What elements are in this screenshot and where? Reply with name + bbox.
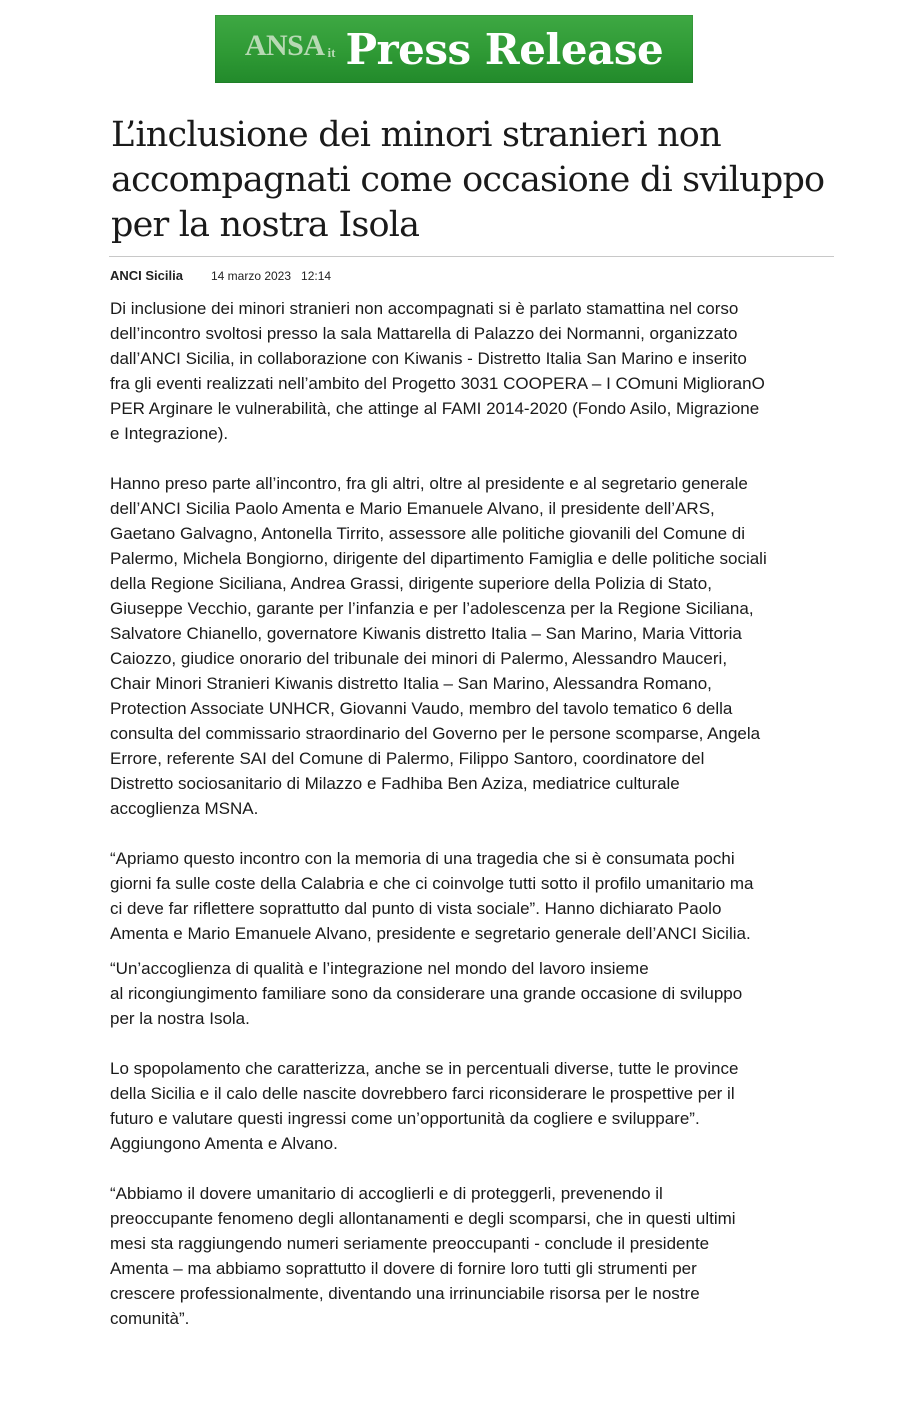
article-meta <box>110 268 331 283</box>
article-date: 14 marzo 2023 <box>210 269 292 283</box>
press-release-banner <box>215 15 693 83</box>
article-paragraph: “Apriamo questo incontro con la memoria di una tragedia che si è consumata pochi giorni fa sulle coste della Calabria e che ci coinvolge tutti sotto il profilo umanitario ma ci deve far riflettere soprattutto dal punto di vista sociale”. Hanno dichiarato Paolo Amenta e Mario Emanuele Alvano, presidente e segretario generale dell’ANCI Sicilia. <box>110 849 754 943</box>
article-source: ANCI Sicilia <box>110 268 183 283</box>
article-paragraph: Lo spopolamento che caratterizza, anche se in percentuali diverse, tutte le province della Sicilia e il calo delle nascite dovrebbero farci riconsiderare le prospettive per il futuro e valutare questi ingressi come un’opportunità da cogliere e sviluppare”. Aggiungono Amenta e Alvano. <box>110 1059 739 1153</box>
article-time: 12:14 <box>301 269 332 283</box>
banner-label: Press Release <box>345 24 664 74</box>
headline-divider <box>109 256 834 257</box>
article-paragraph: “Abbiamo il dovere umanitario di accoglierli e di proteggerli, prevenendo il preoccupante fenomeno degli allontanamenti e degli scomparsi, che in questi ultimi mesi sta raggiungendo numeri seriamente preoccupanti - conclude il presidente Amenta – ma abbiamo soprattutto il dovere di fornire loro tutti gli strumenti per crescere professionalmente, diventando una irrinunciabile risorsa per le nostre comunità”. <box>110 1184 736 1328</box>
article-paragraph: “Un’accoglienza di qualità e l’integrazione nel mondo del lavoro insieme al ricongiungimento familiare sono da considerare una grande occasione di sviluppo per la nostra Isola. <box>110 959 743 1028</box>
article-headline: L’inclusione dei minori stranieri non accompagnati come occasione di sviluppo per la nostra Isola <box>111 115 825 245</box>
ansa-logo: ANSA <box>244 29 325 62</box>
ansa-logo-suffix: it <box>327 45 336 60</box>
article-paragraph: Hanno preso parte all’incontro, fra gli altri, oltre al presidente e al segretario generale dell’ANCI Sicilia Paolo Amenta e Mario Emanuele Alvano, il presidente dell’ARS, Gaetano Galvagno, Antonella Tirrito, assessore alle politiche giovanili del Comune di Palermo, Michela Bongiorno, dirigente del dipartimento Famiglia e delle politiche sociali della Regione Siciliana, Andrea Grassi, dirigente superiore della Polizia di Stato, Giuseppe Vecchio, garante per l’infanzia e per l’adolescenza per la Regione Siciliana, Salvatore Chianello, governatore Kiwanis distretto Italia – San Marino, Maria Vittoria Caiozzo, giudice onorario del tribunale dei minori di Palermo, Alessandro Mauceri, Chair Minori Stranieri Kiwanis distretto Italia – San Marino, Alessandra Romano, Protection Associate UNHCR, Giovanni Vaudo, membro del tavolo tematico 6 della consulta del commissario straordinario del Governo per le persone scomparse, Angela Errore, referente SAI del Comune di Palermo, Filippo Santoro, coordinatore del Distretto sociosanitario di Milazzo e Fadhiba Ben Aziza, mediatrice culturale accoglienza MSNA. <box>110 474 767 818</box>
article-paragraph: Di inclusione dei minori stranieri non accompagnati si è parlato stamattina nel corso dell’incontro svoltosi presso la sala Mattarella di Palazzo dei Normanni, organizzato dall’ANCI Sicilia, in collaborazione con Kiwanis - Distretto Italia San Marino e inserito fra gli eventi realizzati nell’ambito del Progetto 3031 COOPERA – I COmuni MiglioranO PER Arginare le vulnerabilità, che attinge al FAMI 2014-2020 (Fondo Asilo, Migrazione e Integrazione). <box>110 299 765 443</box>
